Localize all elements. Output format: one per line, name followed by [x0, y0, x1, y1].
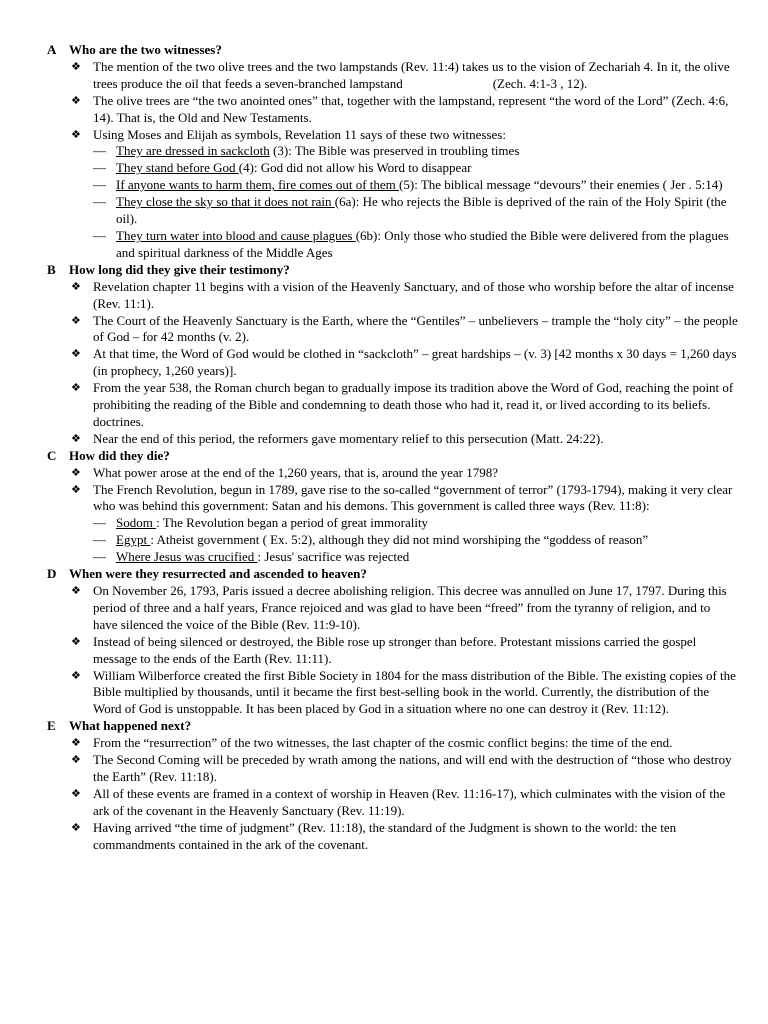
section-letter: D: [47, 566, 57, 582]
bullet-item: [0, 59, 768, 93]
bullet-item: [0, 313, 768, 347]
dash-marker: —: [93, 549, 106, 565]
bullet-diamond-icon: ❖: [71, 669, 81, 682]
item-text: : Jesus' sacrifice was rejected: [257, 549, 410, 565]
item-text: William Wilberforce created the first Bible Society in 1804 for the mass distribution of the Bible. The existing copies of the Bible multiplied by thousands, until it became the first best-selling book in the world. Currently, the distribution of the Word of God is unstoppable. It has been placed by God in a situation where no one can destroy it (Rev. 11:12).: [93, 667, 736, 717]
underlined-phrase: Egypt: [116, 532, 151, 548]
item-text: From the “resurrection” of the two witnesses, the last chapter of the cosmic conflict begins: the time of the end.: [93, 735, 673, 751]
section-heading: [0, 448, 768, 465]
sub-item: [0, 532, 768, 549]
bullet-item: [0, 279, 768, 313]
sub-item: [0, 549, 768, 566]
section-letter: B: [47, 261, 56, 277]
section-heading: [0, 42, 768, 59]
section-heading: [0, 566, 768, 583]
item-text: Near the end of this period, the reformers gave momentary relief to this persecution (Matt. 24:22).: [93, 430, 604, 446]
section-heading: [0, 718, 768, 735]
dash-marker: —: [93, 227, 106, 243]
bullet-diamond-icon: ❖: [71, 737, 81, 750]
bullet-item: [0, 634, 768, 668]
sub-item: [0, 160, 768, 177]
sub-item: [0, 194, 768, 228]
item-text: (3): The Bible was preserved in troubling times: [269, 143, 520, 159]
bullet-item: [0, 752, 768, 786]
bullet-diamond-icon: ❖: [71, 280, 81, 293]
item-text: (5): The biblical message “devours” their enemies ( Jer . 5:14): [399, 177, 723, 193]
bullet-item: [0, 380, 768, 431]
bullet-diamond-icon: ❖: [71, 128, 81, 141]
dash-marker: —: [93, 143, 106, 159]
section-title: What happened next?: [69, 718, 192, 734]
bullet-item: [0, 127, 768, 144]
item-text: All of these events are framed in a context of worship in Heaven (Rev. 11:16-17), which culminates with the vision of the ark of the covenant in the Heavenly Sanctuary (Rev. 11:19).: [93, 785, 726, 818]
sub-item: [0, 228, 768, 262]
section-letter: E: [47, 718, 56, 734]
underlined-phrase: Sodom: [116, 515, 157, 531]
item-text: (6b): Only those who studied the Bible were delivered from the plagues and spiritual darkness of the Middle Ages: [116, 227, 729, 260]
bullet-item: [0, 820, 768, 854]
bullet-diamond-icon: ❖: [71, 348, 81, 361]
bullet-item: [0, 735, 768, 752]
bullet-item: [0, 465, 768, 482]
dash-marker: —: [93, 532, 106, 548]
bullet-diamond-icon: ❖: [71, 94, 81, 107]
underlined-phrase: They are dressed in sackcloth: [116, 143, 270, 159]
bullet-diamond-icon: ❖: [71, 585, 81, 597]
bullet-diamond-icon: ❖: [71, 466, 81, 479]
section-b: [0, 262, 768, 448]
item-text: (6a): He who rejects the Bible is deprived of the rain of the Holy Spirit (the oil).: [116, 194, 727, 227]
sub-item: [0, 177, 768, 194]
item-text: The mention of the two olive trees and the two lampstands (Rev. 11:4) takes us to the vision of Zechariah 4. In it, the olive trees produce the oil that feeds a seven-branched lampstand: [93, 58, 730, 91]
bullet-item: [0, 431, 768, 448]
underlined-phrase: They close the sky so that it does not rain: [116, 194, 335, 210]
bullet-item: [0, 786, 768, 820]
dash-marker: —: [93, 515, 106, 531]
underlined-phrase: They stand before God: [116, 160, 239, 176]
item-text: (Zech. 4:1-3 , 12).: [492, 75, 588, 91]
dash-marker: —: [93, 160, 106, 176]
item-text: : Atheist government ( Ex. 5:2), although they did not mind worshiping the “goddess of reason”: [150, 532, 649, 548]
document-body: [0, 42, 768, 854]
section-d: [0, 566, 768, 718]
section-heading: [0, 262, 768, 279]
item-text: Revelation chapter 11 begins with a vision of the Heavenly Sanctuary, and of those who worship before the altar of incense (Rev. 11:1).: [93, 278, 734, 311]
bullet-item: [0, 93, 768, 127]
item-text: The Court of the Heavenly Sanctuary is the Earth, where the “Gentiles” – unbelievers – trample the “holy city” – the people of God – for 42 months (v. 2).: [93, 312, 738, 345]
item-text: What power arose at the end of the 1,260 years, that is, around the year 1798?: [93, 464, 499, 480]
sub-item: [0, 143, 768, 160]
item-text: : The Revolution began a period of great immorality: [156, 515, 429, 531]
item-text: Instead of being silenced or destroyed, the Bible rose up stronger than before. Protestant missions carried the gospel message to the ends of the Earth (Rev. 11:11).: [93, 633, 697, 666]
item-text: The Second Coming will be preceded by wrath among the nations, and will end with the destruction of “those who destroy the Earth” (Rev. 11:18).: [93, 752, 732, 784]
item-text: The French Revolution, begun in 1789, gave rise to the so-called “government of terror” (1793-1794), making it very clear who was behind this government: Satan and his demons. This government is called three ways (Rev. 11:8):: [93, 481, 733, 514]
bullet-diamond-icon: ❖: [71, 754, 81, 767]
item-text: On November 26, 1793, Paris issued a decree abolishing religion. This decree was annulled on June 17, 1797. During this period of three and a half years, France rejoiced and was glad to have been “freed” from the tyranny of religion, and to have silenced the voice of the Bible (Rev. 11:9-10).: [93, 583, 727, 632]
section-title: When were they resurrected and ascended to heaven?: [69, 566, 367, 582]
dash-marker: —: [93, 177, 106, 193]
item-text: At that time, the Word of God would be clothed in “sackcloth” – great hardships – (v. 3) [42 months x 30 days = 1,260 days (in prophecy, 1,260 years)].: [93, 346, 737, 379]
section-title: How did they die?: [69, 447, 170, 463]
bullet-item: [0, 668, 768, 719]
underlined-phrase: Where Jesus was crucified: [116, 549, 258, 565]
bullet-diamond-icon: ❖: [71, 787, 81, 800]
bullet-diamond-icon: ❖: [71, 60, 81, 73]
bullet-diamond-icon: ❖: [71, 314, 81, 327]
item-text: Using Moses and Elijah as symbols, Revelation 11 says of these two witnesses:: [93, 126, 506, 142]
dash-marker: —: [93, 194, 106, 210]
bullet-diamond-icon: ❖: [71, 483, 81, 496]
section-title: How long did they give their testimony?: [69, 261, 290, 277]
bullet-diamond-icon: ❖: [71, 635, 81, 648]
bullet-item: [0, 482, 768, 516]
section-c: [0, 448, 768, 566]
section-letter: A: [47, 42, 57, 57]
item-text: The olive trees are “the two anointed ones” that, together with the lampstand, represent “the word of the Lord” (Zech. 4:6, 14). That is, the Old and New Testaments.: [93, 92, 729, 125]
item-text: (4): God did not allow his Word to disappear: [238, 160, 472, 176]
bullet-diamond-icon: ❖: [71, 432, 81, 445]
section-title: Who are the two witnesses?: [69, 42, 222, 57]
bullet-diamond-icon: ❖: [71, 821, 81, 834]
section-e: [0, 718, 768, 853]
item-text: From the year 538, the Roman church began to gradually impose its tradition above the Word of God, reaching the point of prohibiting the reading of the Bible and condemning to death those who had it, read it, or lived according to its beliefs. doctrines.: [93, 380, 734, 429]
bullet-item: [0, 583, 768, 634]
bullet-item: [0, 346, 768, 380]
bullet-diamond-icon: ❖: [71, 382, 81, 395]
underlined-phrase: If anyone wants to harm them, fire comes out of them: [116, 177, 400, 193]
underlined-phrase: They turn water into blood and cause plagues: [116, 227, 356, 243]
sub-item: [0, 515, 768, 532]
item-text: Having arrived “the time of judgment” (Rev. 11:18), the standard of the Judgment is shown to the world: the ten commandments contained in the ark of the covenant.: [93, 819, 677, 852]
section-letter: C: [47, 447, 57, 463]
section-a: [0, 42, 768, 262]
